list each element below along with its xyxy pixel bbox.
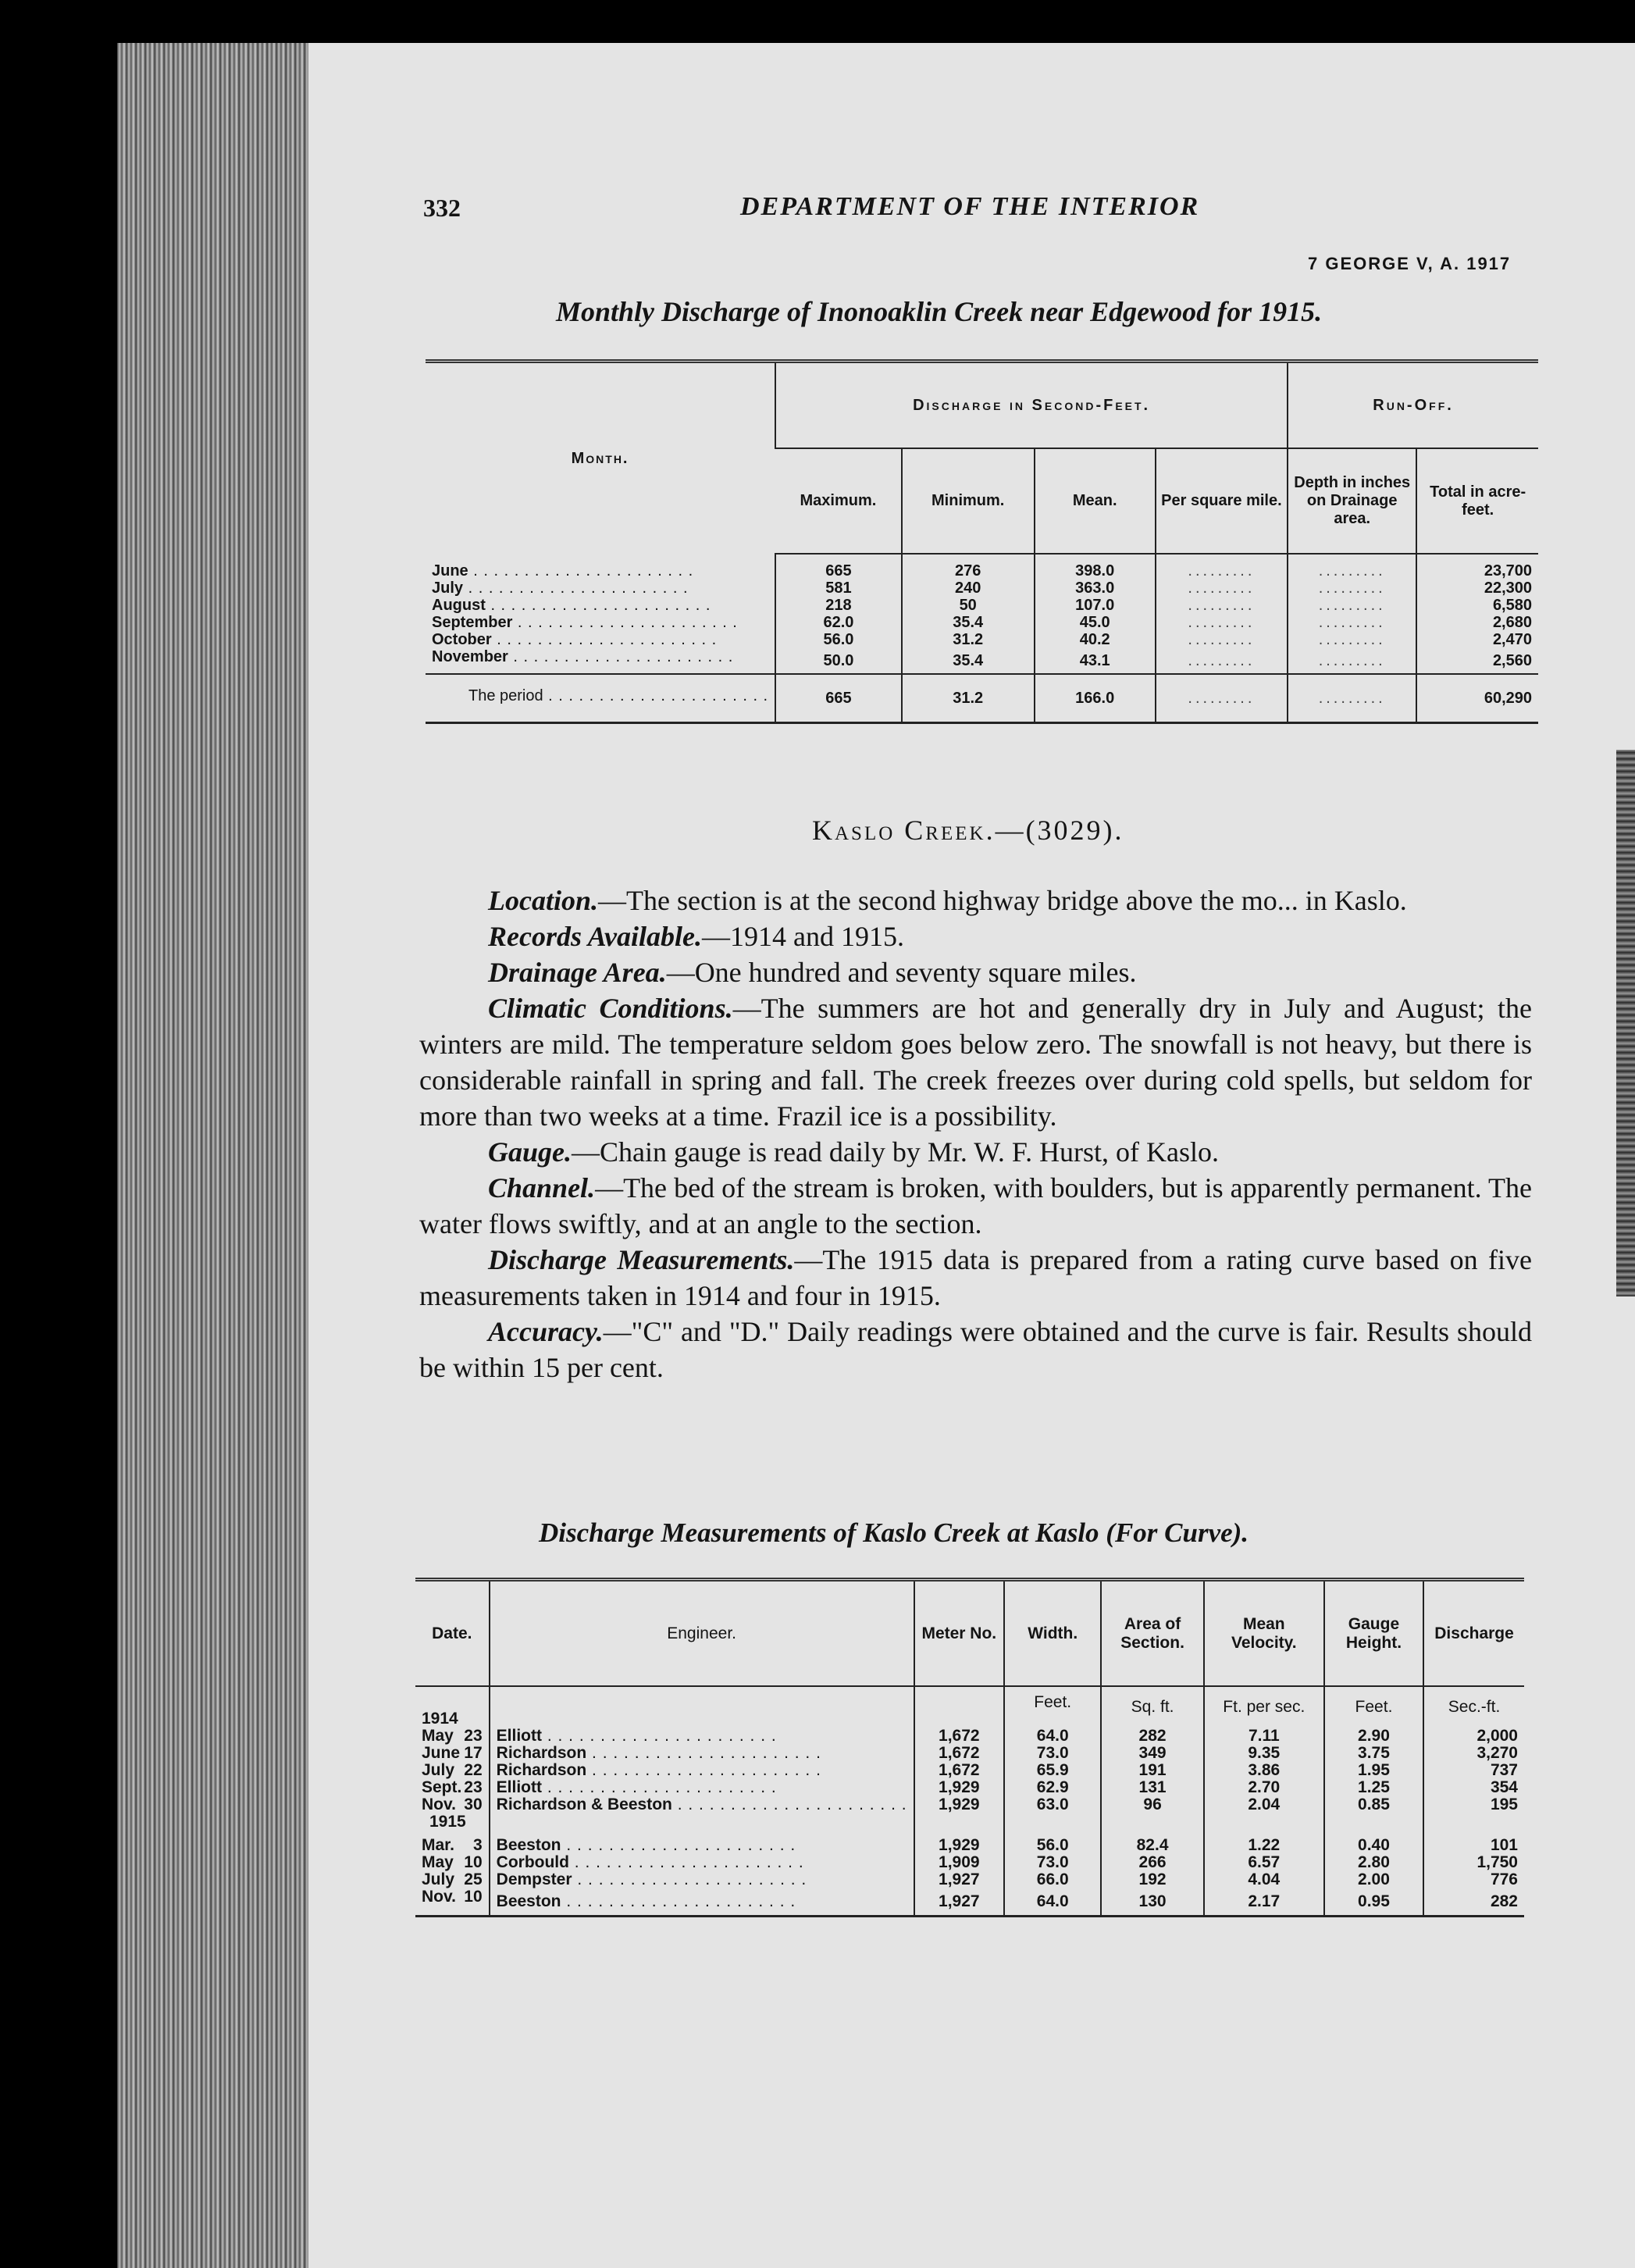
table-row [415, 1762, 1524, 1779]
max-cell: 665 [775, 554, 902, 579]
measurements-text: —The 1915 data is prepared from a rating curve based on five measurements taken in 1914 and four in 1915. [419, 1244, 1532, 1311]
empty-cell: ......... [1156, 614, 1288, 631]
empty-cell: ......... [1288, 648, 1416, 674]
date-cell [415, 1854, 490, 1871]
engineer-cell: Beeston . . . [490, 1831, 914, 1854]
date-cell [415, 1888, 490, 1917]
empty-cell: ......... [1288, 554, 1416, 579]
area-cell: 82.4 [1101, 1831, 1203, 1854]
empty-cell: ......... [1156, 579, 1288, 597]
empty-cell: ......... [1288, 597, 1416, 614]
month-cell: November . . . [426, 648, 775, 674]
accuracy-text: —"C" and "D." Daily readings were obtained and the curve is fair. Results should be within 15 per cent. [419, 1316, 1532, 1383]
col-maximum: Maximum. [775, 448, 902, 554]
year-1914: 1914 [422, 1710, 458, 1728]
date-month: July [422, 1870, 455, 1888]
unit-velocity: Ft. per sec. [1204, 1686, 1324, 1728]
width-cell: 56.0 [1004, 1831, 1101, 1854]
date-month: Nov. [422, 1796, 456, 1813]
date-cell [415, 1728, 490, 1745]
meter-cell: 1,672 [914, 1728, 1004, 1745]
empty-cell [914, 1813, 1004, 1831]
discharge-cell: 195 [1423, 1796, 1524, 1813]
velocity-cell: 4.04 [1204, 1871, 1324, 1888]
col-per-square-mile: Per square mile. [1156, 448, 1288, 554]
max-cell: 56.0 [775, 631, 902, 648]
min-cell: 35.4 [902, 614, 1035, 631]
col-depth-inches: Depth in inches on Drainage area. [1288, 448, 1416, 554]
empty-cell [1324, 1813, 1423, 1831]
engineer-cell: Elliott . . . [490, 1728, 914, 1745]
col-gauge: Gauge Height. [1324, 1580, 1423, 1687]
meter-cell: 1,929 [914, 1779, 1004, 1796]
group-discharge: Discharge in Second-Feet. [775, 362, 1288, 449]
velocity-cell: 2.04 [1204, 1796, 1324, 1813]
velocity-cell: 6.57 [1204, 1854, 1324, 1871]
date-day: 17 [464, 1744, 483, 1762]
period-mean: 166.0 [1035, 674, 1156, 723]
date-month: Mar. [422, 1836, 455, 1854]
date-cell [415, 1762, 490, 1779]
discharge-cell: 776 [1423, 1871, 1524, 1888]
discharge-cell: 2,000 [1423, 1728, 1524, 1745]
empty-cell: ......... [1156, 597, 1288, 614]
width-cell: 66.0 [1004, 1871, 1101, 1888]
engineer-cell: Dempster . . . [490, 1871, 914, 1888]
area-cell: 192 [1101, 1871, 1203, 1888]
col-minimum: Minimum. [902, 448, 1035, 554]
area-cell: 349 [1101, 1745, 1203, 1762]
total-cell: 6,580 [1416, 597, 1538, 614]
table-row [415, 1728, 1524, 1745]
empty-cell: ......... [1156, 674, 1288, 723]
date-cell [415, 1871, 490, 1888]
gauge-cell: 0.95 [1324, 1888, 1423, 1917]
empty-cell: ......... [1288, 631, 1416, 648]
month-cell: October . . . [426, 631, 775, 648]
table-row [426, 614, 1538, 631]
date-day: 22 [464, 1761, 483, 1779]
area-cell: 266 [1101, 1854, 1203, 1871]
area-cell: 130 [1101, 1888, 1203, 1917]
col-velocity: Mean Velocity. [1204, 1580, 1324, 1687]
meter-cell: 1,672 [914, 1745, 1004, 1762]
channel-paragraph [419, 1170, 1532, 1242]
gauge-cell: 0.85 [1324, 1796, 1423, 1813]
meter-cell: 1,927 [914, 1871, 1004, 1888]
period-label: The period . . . [426, 674, 775, 723]
mean-cell: 363.0 [1035, 579, 1156, 597]
climatic-text: —The summers are hot and generally dry in July and August; the winters are mild. The temperature seldom goes below zero. The snowfall is not heavy, but there is considerable rainfall in spring and fall. The creek freezes over during cold spells, but seldom for more than two weeks at a time. Frazil ice is a possibility. [419, 993, 1532, 1132]
empty-cell [1423, 1813, 1524, 1831]
drainage-paragraph [419, 954, 1532, 990]
gauge-cell: 2.90 [1324, 1728, 1423, 1745]
gauge-cell: 3.75 [1324, 1745, 1423, 1762]
page-number: 332 [423, 194, 461, 222]
max-cell: 218 [775, 597, 902, 614]
max-cell: 62.0 [775, 614, 902, 631]
gauge-cell: 1.95 [1324, 1762, 1423, 1779]
measurements-label: Discharge Measurements. [488, 1244, 795, 1275]
drainage-label: Drainage Area. [488, 957, 667, 988]
period-min: 31.2 [902, 674, 1035, 723]
area-cell: 191 [1101, 1762, 1203, 1779]
period-total: 60,290 [1416, 674, 1538, 723]
date-day: 25 [464, 1870, 483, 1888]
meter-cell: 1,672 [914, 1762, 1004, 1779]
min-cell: 50 [902, 597, 1035, 614]
date-day: 30 [464, 1796, 483, 1813]
mean-cell: 45.0 [1035, 614, 1156, 631]
col-engineer: Engineer. [490, 1580, 914, 1687]
empty-cell: ......... [1156, 554, 1288, 579]
meter-cell: 1,929 [914, 1796, 1004, 1813]
date-day: 10 [464, 1853, 483, 1871]
year-1915: 1915 [429, 1813, 466, 1831]
table-row [415, 1779, 1524, 1796]
empty-cell: ......... [1288, 579, 1416, 597]
mean-cell: 40.2 [1035, 631, 1156, 648]
date-month: May [422, 1853, 454, 1871]
date-cell [415, 1796, 490, 1813]
empty-cell [914, 1686, 1004, 1728]
month-cell: September . . . [426, 614, 775, 631]
kaslo-measurements-table [415, 1578, 1524, 1917]
location-paragraph [419, 883, 1532, 918]
unit-discharge: Sec.-ft. [1423, 1686, 1524, 1728]
table2-title: Discharge Measurements of Kaslo Creek at Kaslo (For Curve). [539, 1517, 1249, 1548]
monthly-discharge-table [426, 359, 1538, 724]
running-title: DEPARTMENT OF THE INTERIOR [740, 192, 1200, 221]
month-cell: July . . . [426, 579, 775, 597]
col-meter: Meter No. [914, 1580, 1004, 1687]
unit-gauge: Feet. [1324, 1686, 1423, 1728]
col-date: Date. [415, 1580, 490, 1687]
empty-cell: ......... [1156, 631, 1288, 648]
accuracy-label: Accuracy. [488, 1316, 604, 1347]
area-cell: 282 [1101, 1728, 1203, 1745]
unit-area: Sq. ft. [1101, 1686, 1203, 1728]
month-cell: June . . . [426, 554, 775, 579]
gauge-text: —Chain gauge is read daily by Mr. W. F. Hurst, of Kaslo. [572, 1136, 1220, 1168]
engineer-cell: Elliott . . . [490, 1779, 914, 1796]
max-cell: 581 [775, 579, 902, 597]
engineer-cell: Corbould . . . [490, 1854, 914, 1871]
min-cell: 276 [902, 554, 1035, 579]
min-cell: 240 [902, 579, 1035, 597]
discharge-cell: 101 [1423, 1831, 1524, 1854]
col-total-acre-feet: Total in acre-feet. [1416, 448, 1538, 554]
engineer-cell: Richardson . . . [490, 1745, 914, 1762]
date-day: 10 [464, 1888, 483, 1906]
velocity-cell: 2.17 [1204, 1888, 1324, 1917]
climatic-label: Climatic Conditions. [488, 993, 733, 1024]
mean-cell: 107.0 [1035, 597, 1156, 614]
empty-cell: ......... [1288, 614, 1416, 631]
empty-cell [490, 1686, 914, 1728]
session-line: 7 GEORGE V, A. 1917 [1308, 254, 1512, 273]
discharge-cell: 354 [1423, 1779, 1524, 1796]
book-page-edges [117, 43, 312, 2268]
mean-cell: 43.1 [1035, 648, 1156, 674]
velocity-cell: 9.35 [1204, 1745, 1324, 1762]
table-row [415, 1831, 1524, 1854]
date-month: May [422, 1727, 454, 1745]
empty-cell [490, 1813, 914, 1831]
accuracy-paragraph [419, 1314, 1532, 1385]
discharge-cell: 3,270 [1423, 1745, 1524, 1762]
table-row [426, 631, 1538, 648]
discharge-cell: 282 [1423, 1888, 1524, 1917]
section-body [419, 883, 1532, 1385]
min-cell: 35.4 [902, 648, 1035, 674]
records-paragraph [419, 918, 1532, 954]
location-label: Location. [488, 885, 598, 916]
meter-cell: 1,909 [914, 1854, 1004, 1871]
adjacent-page-edge [1616, 750, 1635, 1296]
width-cell: 73.0 [1004, 1854, 1101, 1871]
engineer-cell: Richardson . . . [490, 1762, 914, 1779]
velocity-cell: 7.11 [1204, 1728, 1324, 1745]
empty-cell [1204, 1813, 1324, 1831]
gauge-cell: 2.80 [1324, 1854, 1423, 1871]
table-row [415, 1854, 1524, 1871]
col-width: Width. [1004, 1580, 1101, 1687]
discharge-cell: 1,750 [1423, 1854, 1524, 1871]
width-cell: 64.0 [1004, 1728, 1101, 1745]
table-row [415, 1796, 1524, 1813]
total-cell: 22,300 [1416, 579, 1538, 597]
empty-cell [1101, 1813, 1203, 1831]
empty-cell: ......... [1156, 648, 1288, 674]
table-row [415, 1871, 1524, 1888]
group-runoff: Run-Off. [1288, 362, 1538, 449]
table-row [415, 1888, 1524, 1917]
gauge-cell: 0.40 [1324, 1831, 1423, 1854]
channel-label: Channel. [488, 1172, 596, 1204]
meter-cell: 1,927 [914, 1888, 1004, 1917]
gauge-label: Gauge. [488, 1136, 572, 1168]
period-row [426, 674, 1538, 723]
date-day: 23 [464, 1778, 483, 1796]
date-month: Nov. [422, 1888, 456, 1906]
discharge-cell: 737 [1423, 1762, 1524, 1779]
empty-cell: ......... [1288, 674, 1416, 723]
records-text: —1914 and 1915. [701, 921, 904, 952]
area-cell: 96 [1101, 1796, 1203, 1813]
date-month: Sept. [422, 1778, 462, 1796]
velocity-cell: 3.86 [1204, 1762, 1324, 1779]
measurements-paragraph [419, 1242, 1532, 1314]
engineer-cell: Richardson & Beeston . . . [490, 1796, 914, 1813]
col-area: Area of Section. [1101, 1580, 1203, 1687]
date-cell [415, 1779, 490, 1796]
width-cell: 65.9 [1004, 1762, 1101, 1779]
climatic-paragraph [419, 990, 1532, 1134]
location-text: —The section is at the second highway bridge above the mo... in Kaslo. [598, 885, 1407, 916]
gauge-paragraph [419, 1134, 1532, 1170]
date-day: 23 [464, 1727, 483, 1745]
width-cell: 64.0 [1004, 1888, 1101, 1917]
unit-width: Feet. [1004, 1686, 1101, 1728]
channel-text: —The bed of the stream is broken, with boulders, but is apparently permanent. The water flows swiftly, and at an angle to the section. [419, 1172, 1532, 1239]
min-cell: 31.2 [902, 631, 1035, 648]
table1-title: Monthly Discharge of Inonoaklin Creek near Edgewood for 1915. [556, 296, 1323, 327]
gauge-cell: 2.00 [1324, 1871, 1423, 1888]
period-max: 665 [775, 674, 902, 723]
date-month: June [422, 1744, 461, 1762]
total-cell: 2,680 [1416, 614, 1538, 631]
col-month: Month. [426, 362, 775, 555]
units-row [415, 1686, 1524, 1728]
width-cell: 62.9 [1004, 1779, 1101, 1796]
date-cell [415, 1745, 490, 1762]
col-mean: Mean. [1035, 448, 1156, 554]
meter-cell: 1,929 [914, 1831, 1004, 1854]
table-row [415, 1745, 1524, 1762]
date-cell [415, 1831, 490, 1854]
engineer-cell: Beeston . . . [490, 1888, 914, 1917]
date-month: July [422, 1761, 455, 1779]
area-cell: 131 [1101, 1779, 1203, 1796]
section-heading: Kaslo Creek.—(3029). [812, 815, 1124, 846]
velocity-cell: 2.70 [1204, 1779, 1324, 1796]
table-row [426, 579, 1538, 597]
table-row [426, 648, 1538, 674]
total-cell: 2,470 [1416, 631, 1538, 648]
table-row [426, 554, 1538, 579]
total-cell: 23,700 [1416, 554, 1538, 579]
records-label: Records Available. [488, 921, 702, 952]
col-discharge: Discharge [1423, 1580, 1524, 1687]
drainage-text: —One hundred and seventy square miles. [666, 957, 1137, 988]
table-row [426, 597, 1538, 614]
width-cell: 63.0 [1004, 1796, 1101, 1813]
mean-cell: 398.0 [1035, 554, 1156, 579]
year-row [415, 1813, 1524, 1831]
total-cell: 2,560 [1416, 648, 1538, 674]
velocity-cell: 1.22 [1204, 1831, 1324, 1854]
gauge-cell: 1.25 [1324, 1779, 1423, 1796]
date-day: 3 [472, 1836, 483, 1854]
empty-cell [1004, 1813, 1101, 1831]
max-cell: 50.0 [775, 648, 902, 674]
width-cell: 73.0 [1004, 1745, 1101, 1762]
month-cell: August . . . [426, 597, 775, 614]
